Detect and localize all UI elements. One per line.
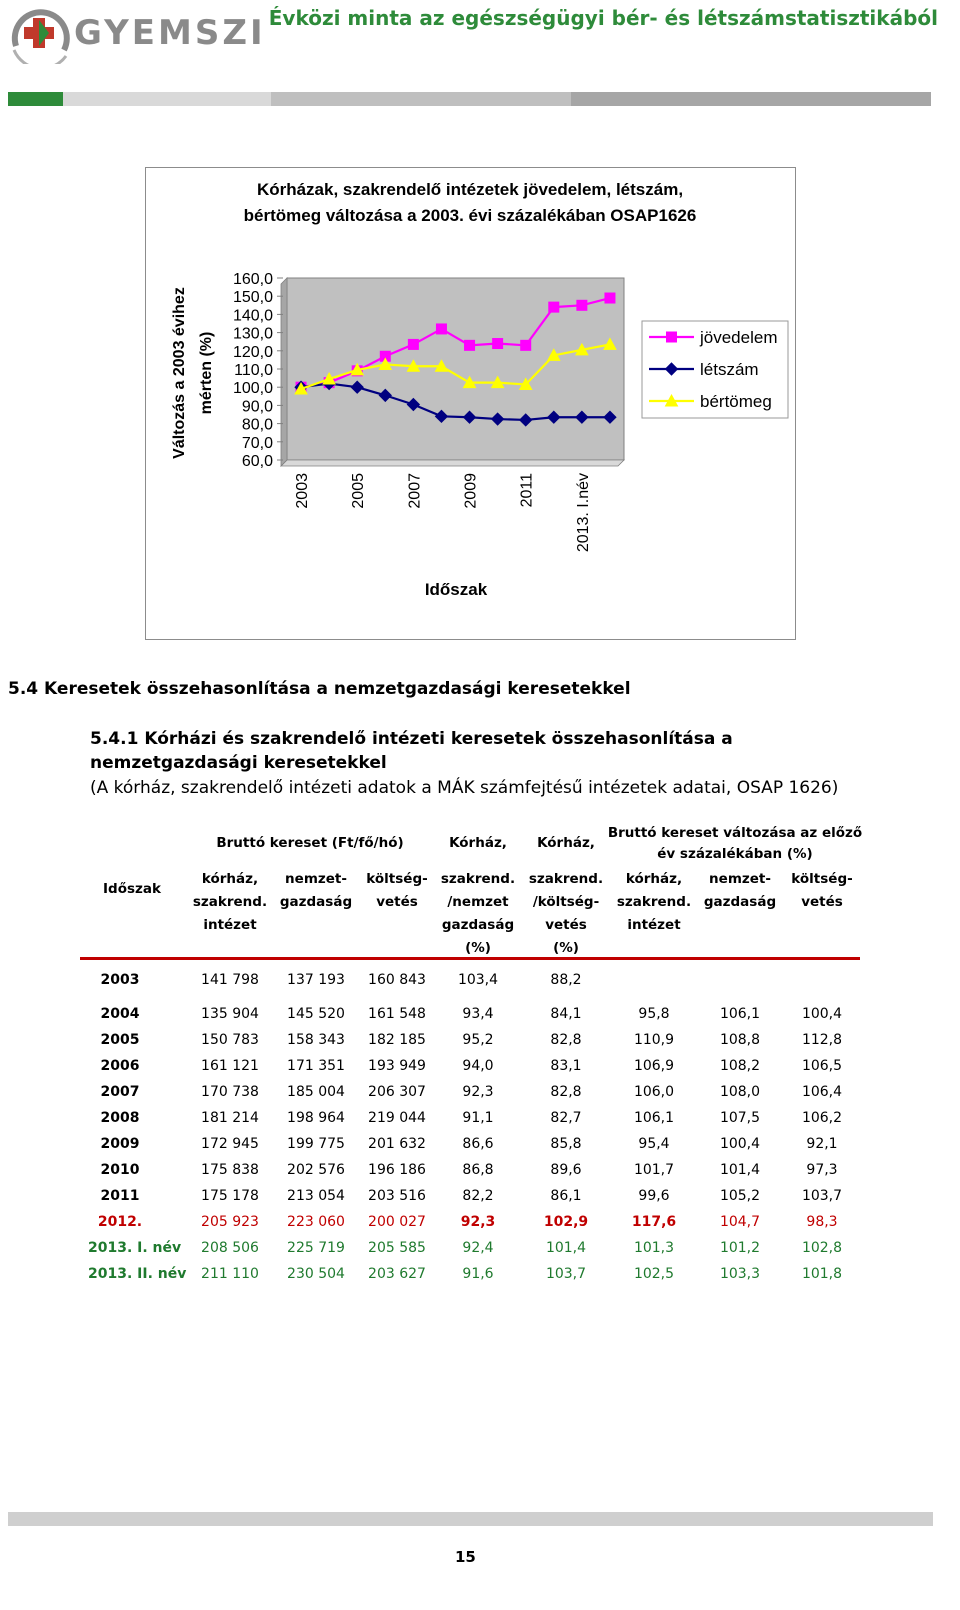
line-chart (146, 168, 795, 639)
y-axis-label: mérten (%) (198, 331, 215, 415)
table-cell: 101,4 (719, 1162, 761, 1178)
table-cell: 99,6 (638, 1188, 670, 1204)
table-cell: 92,1 (806, 1136, 838, 1152)
table-cell: 106,4 (801, 1084, 843, 1100)
row-period: 2009 (100, 1136, 140, 1152)
table-cell: 101,8 (801, 1266, 843, 1282)
header-line: gazdaság (703, 894, 777, 910)
y-tick-label: 70,0 (241, 434, 273, 452)
header-col-ratio-national (438, 868, 518, 960)
table-cell: 199 775 (287, 1136, 345, 1152)
header-line: (%) (465, 940, 491, 956)
header-bar-segment (271, 92, 571, 106)
header-line: költség- (791, 871, 853, 887)
table-cell: 170 738 (201, 1084, 259, 1100)
header-line: gazdaság (279, 894, 353, 910)
data-point-jövedelem (605, 293, 615, 303)
table-cell: 219 044 (368, 1110, 426, 1126)
table-cell: 86,8 (462, 1162, 494, 1178)
x-axis-label: Időszak (424, 580, 488, 599)
table-cell: 182 185 (368, 1032, 426, 1048)
header-line: szakrend. (440, 871, 516, 887)
header-line: költség- (366, 871, 428, 887)
y-tick-label: 160,0 (232, 271, 273, 288)
data-point-jövedelem (577, 300, 587, 310)
table-cell: 202 576 (287, 1162, 345, 1178)
gyemszi-logo (6, 6, 296, 64)
table-cell: 135 904 (201, 1006, 259, 1022)
y-tick-label: 90,0 (241, 398, 273, 416)
table-cell: 203 627 (368, 1266, 426, 1282)
page-number: 15 (455, 1548, 476, 1566)
table-cell: 91,6 (462, 1266, 494, 1282)
table-cell: 112,8 (801, 1032, 843, 1048)
table-cell: 98,3 (806, 1214, 838, 1230)
source-note: (A kórház, szakrendelő intézeti adatok a MÁK számfejtésű intézetek adatai, OSAP 1626) (90, 778, 839, 798)
table-cell: 108,0 (719, 1084, 761, 1100)
table-cell: 82,8 (550, 1032, 582, 1048)
table-cell: 100,4 (801, 1006, 843, 1022)
data-point-jövedelem (493, 339, 503, 349)
table-cell: 101,7 (633, 1162, 675, 1178)
row-period: 2013. II. név (88, 1266, 187, 1282)
legend-label: létszám (700, 360, 759, 379)
table-cell: 161 548 (368, 1006, 426, 1022)
data-point-jövedelem (408, 339, 418, 349)
table-header-rule (80, 957, 860, 960)
header-period: Időszak (103, 881, 161, 897)
legend-marker (667, 332, 677, 342)
table-cell: 85,8 (550, 1136, 582, 1152)
plot-side-wall (281, 278, 287, 466)
table-cell: 102,5 (633, 1266, 675, 1282)
table-cell: 205 585 (368, 1240, 426, 1256)
header-col-change-hospital (614, 868, 694, 937)
table-cell: 196 186 (368, 1162, 426, 1178)
table-cell: 106,5 (801, 1058, 843, 1074)
header-col-ratio-budget (526, 868, 606, 960)
data-point-jövedelem (465, 340, 475, 350)
x-tick-label: 2013. I.név (574, 473, 592, 553)
y-tick-label: 150,0 (232, 289, 273, 307)
chart-title: Kórházak, szakrendelő intézetek jövedelem, létszám, (256, 180, 684, 199)
table-cell: 213 054 (287, 1188, 345, 1204)
y-tick-label: 100,0 (232, 380, 273, 398)
y-tick-label: 120,0 (232, 343, 273, 361)
table-cell: 89,6 (550, 1162, 582, 1178)
x-tick-label: 2005 (350, 473, 368, 509)
table-cell: 101,3 (633, 1240, 675, 1256)
table-cell: 82,8 (550, 1084, 582, 1100)
data-point-jövedelem (436, 324, 446, 334)
header-line: vetés (801, 894, 843, 910)
table-cell: 97,3 (806, 1162, 838, 1178)
table-cell: 171 351 (287, 1058, 345, 1074)
table-cell: 193 949 (368, 1058, 426, 1074)
x-tick-label: 2009 (462, 473, 480, 509)
table-cell: 104,7 (719, 1214, 761, 1230)
table-cell: 160 843 (368, 972, 426, 988)
header-line: szakrend. (192, 894, 268, 910)
document-title: Évközi minta az egészségügyi bér- és létszámstatisztikából (268, 6, 938, 30)
header-col-hospital (190, 868, 270, 937)
section-heading: 5.4 Keresetek összehasonlítása a nemzetgazdasági keresetekkel (8, 679, 631, 699)
row-period: 2008 (100, 1110, 140, 1126)
x-tick-label: 2011 (518, 473, 536, 508)
table-cell: 95,8 (638, 1006, 670, 1022)
table-cell: 108,2 (719, 1058, 761, 1074)
header-line: /nemzet (447, 894, 509, 910)
earnings-table (0, 820, 960, 1290)
table-cell: 103,7 (801, 1188, 843, 1204)
legend-label: jövedelem (700, 328, 778, 347)
table-cell: 91,1 (462, 1110, 494, 1126)
table-cell: 86,6 (462, 1136, 494, 1152)
header-korhaz-1: Kórház, (449, 835, 507, 851)
table-cell: 93,4 (462, 1006, 494, 1022)
table-cell: 86,1 (550, 1188, 582, 1204)
chart-frame (145, 167, 796, 640)
y-tick-label: 60,0 (241, 453, 273, 470)
table-cell: 88,2 (550, 972, 582, 988)
header-line: intézet (203, 917, 257, 933)
row-period: 2012. (97, 1214, 143, 1230)
header-bar-segment (571, 92, 931, 106)
header-line: szakrend. (528, 871, 604, 887)
y-tick-label: 140,0 (232, 307, 273, 325)
legend-label: bértömeg (700, 392, 772, 411)
table-cell: 95,2 (462, 1032, 494, 1048)
table-cell: 211 110 (201, 1266, 259, 1282)
header-line: gazdaság (441, 917, 515, 933)
table-cell: 103,4 (457, 972, 499, 988)
table-cell: 203 516 (368, 1188, 426, 1204)
table-cell: 101,2 (719, 1240, 761, 1256)
header-line: vetés (376, 894, 418, 910)
table-cell: 92,4 (462, 1240, 494, 1256)
header-line: nemzet- (285, 871, 347, 887)
row-period: 2003 (100, 972, 140, 988)
header-bar-segment (8, 92, 63, 106)
header-bar-segment (63, 92, 271, 106)
x-tick-label: 2007 (406, 473, 424, 509)
data-point-jövedelem (521, 340, 531, 350)
header-line: vetés (545, 917, 587, 933)
header-line: nemzet- (709, 871, 771, 887)
table-cell: 108,8 (719, 1032, 761, 1048)
table-cell: 84,1 (550, 1006, 582, 1022)
table-cell: 95,4 (638, 1136, 670, 1152)
table-cell: 158 343 (287, 1032, 345, 1048)
row-period: 2010 (100, 1162, 140, 1178)
table-cell: 103,7 (545, 1266, 587, 1282)
table-cell: 105,2 (719, 1188, 761, 1204)
table-cell: 201 632 (368, 1136, 426, 1152)
chart-title: bértömeg változása a 2003. évi százalékában OSAP1626 (243, 206, 697, 225)
table-cell: 141 798 (201, 972, 259, 988)
x-tick-label: 2003 (294, 473, 312, 509)
data-point-jövedelem (549, 302, 559, 312)
table-cell: 107,5 (719, 1110, 761, 1126)
table-cell: 92,3 (460, 1214, 496, 1230)
table-cell: 145 520 (287, 1006, 345, 1022)
header-gross-earnings: Bruttó kereset (Ft/fő/hó) (216, 835, 404, 851)
row-period: 2011 (100, 1188, 140, 1204)
row-period: 2013. I. név (88, 1240, 182, 1256)
row-period: 2004 (100, 1006, 140, 1022)
table-cell: 161 121 (201, 1058, 259, 1074)
y-tick-label: 80,0 (241, 416, 273, 434)
page-header (0, 0, 960, 110)
y-tick-label: 130,0 (232, 325, 273, 343)
table-cell: 200 027 (368, 1214, 426, 1230)
header-col-change-national (700, 868, 780, 914)
table-cell: 150 783 (201, 1032, 259, 1048)
subsection-heading: 5.4.1 Kórházi és szakrendelő intézeti keresetek összehasonlítása a nemzetgazdasági keresetekkel (90, 729, 733, 773)
table-cell: 208 506 (201, 1240, 259, 1256)
header-col-change-budget (782, 868, 862, 914)
header-line: kórház, (625, 871, 683, 887)
header-change-line1: Bruttó kereset változása az előző (607, 825, 863, 841)
table-cell: 185 004 (287, 1084, 345, 1100)
table-cell: 110,9 (633, 1032, 675, 1048)
table-cell: 181 214 (201, 1110, 259, 1126)
table-cell: 172 945 (201, 1136, 259, 1152)
table-cell: 102,9 (543, 1214, 589, 1230)
header-line: kórház, (201, 871, 259, 887)
table-cell: 103,3 (719, 1266, 761, 1282)
row-period: 2007 (100, 1084, 140, 1100)
table-cell: 106,9 (633, 1058, 675, 1074)
table-cell: 92,3 (462, 1084, 494, 1100)
table-cell: 117,6 (631, 1214, 677, 1230)
table-cell: 102,8 (801, 1240, 843, 1256)
header-line: intézet (627, 917, 681, 933)
header-col-budget (357, 868, 437, 914)
table-cell: 225 719 (287, 1240, 345, 1256)
table-cell: 106,1 (719, 1006, 761, 1022)
table-cell: 205 923 (201, 1214, 259, 1230)
header-line: szakrend. (616, 894, 692, 910)
logo-text: GYEMSZI (74, 13, 266, 53)
header-line: /költség- (532, 894, 600, 910)
table-cell: 230 504 (287, 1266, 345, 1282)
row-period: 2006 (100, 1058, 140, 1074)
header-line: (%) (553, 940, 579, 956)
table-cell: 100,4 (719, 1136, 761, 1152)
header-color-bar (8, 92, 958, 106)
table-cell: 106,2 (801, 1110, 843, 1126)
table-cell: 175 178 (201, 1188, 259, 1204)
footer-bar (8, 1512, 933, 1526)
y-axis-label: Változás a 2003 évihez (171, 287, 188, 459)
table-cell: 82,7 (550, 1110, 582, 1126)
table-cell: 206 307 (368, 1084, 426, 1100)
table-cell: 223 060 (287, 1214, 345, 1230)
y-tick-label: 110,0 (234, 362, 273, 379)
table-cell: 101,4 (545, 1240, 587, 1256)
header-change-line2: év százalékában (%) (657, 846, 813, 862)
header-korhaz-2: Kórház, (537, 835, 595, 851)
table-cell: 137 193 (287, 972, 345, 988)
table-cell: 198 964 (287, 1110, 345, 1126)
table-cell: 94,0 (462, 1058, 494, 1074)
header-col-national (276, 868, 356, 914)
plot-floor (281, 460, 624, 466)
row-period: 2005 (100, 1032, 140, 1048)
table-cell: 82,2 (462, 1188, 494, 1204)
table-cell: 175 838 (201, 1162, 259, 1178)
table-cell: 106,0 (633, 1084, 675, 1100)
table-cell: 83,1 (550, 1058, 582, 1074)
table-cell: 106,1 (633, 1110, 675, 1126)
